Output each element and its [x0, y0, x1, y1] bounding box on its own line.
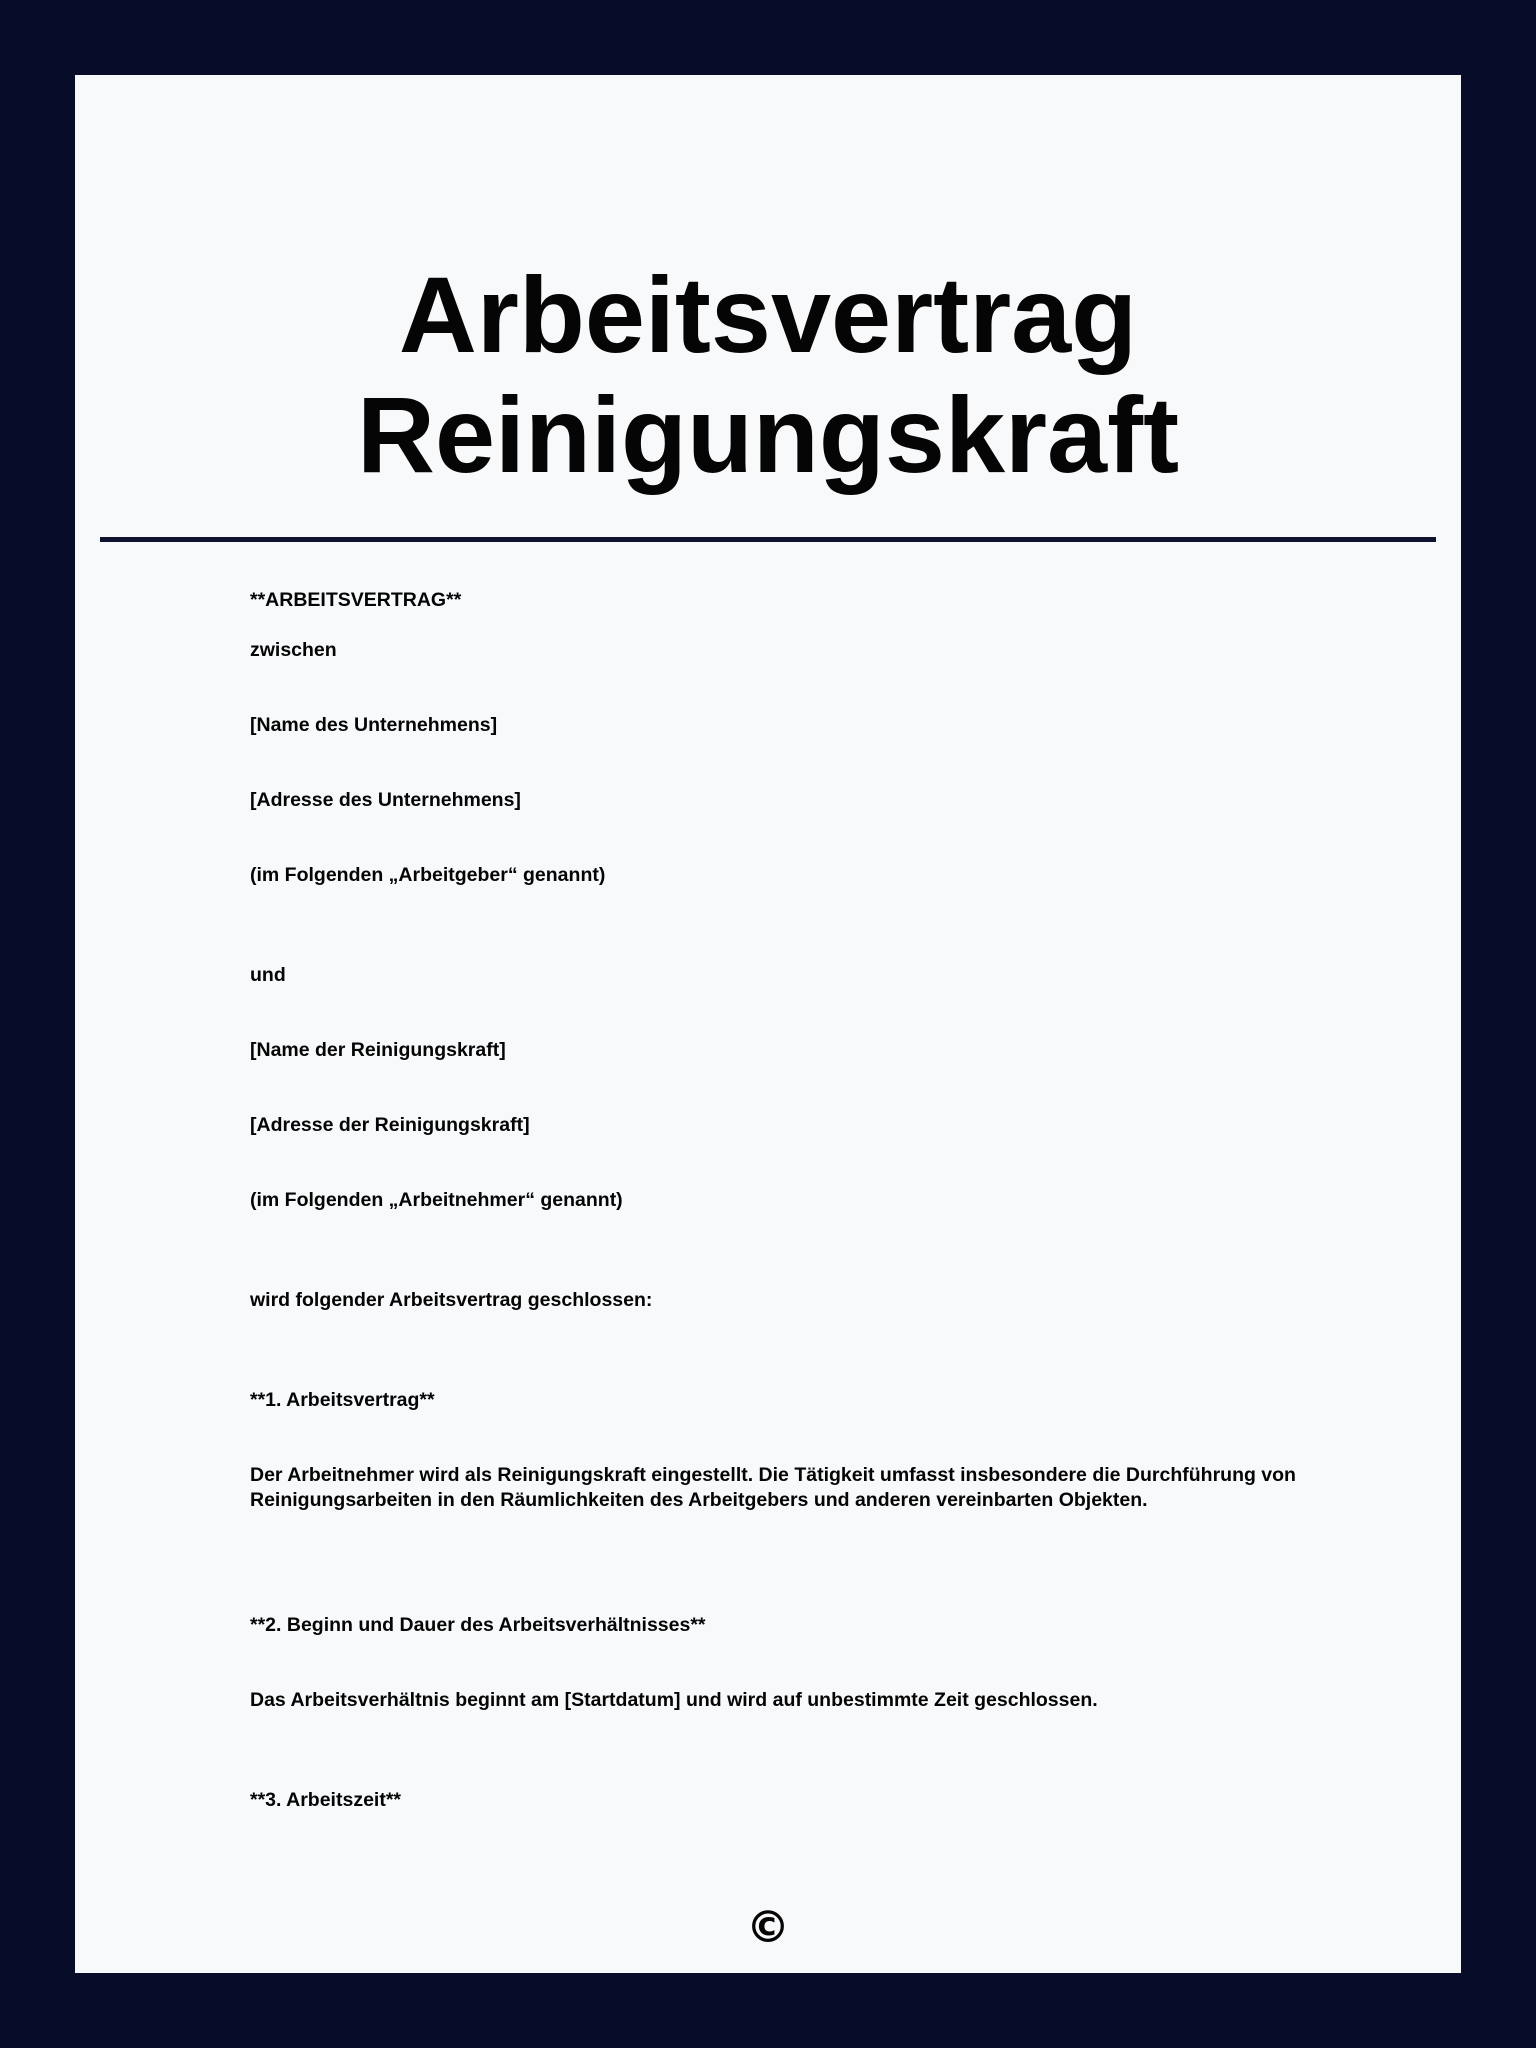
employer-definition: (im Folgenden „Arbeitgeber“ genannt) — [250, 864, 606, 886]
title-divider — [100, 537, 1436, 542]
employee-definition: (im Folgenden „Arbeitnehmer“ genannt) — [250, 1189, 623, 1211]
document-page — [75, 75, 1461, 1973]
paragraph-between: zwischen — [250, 639, 337, 661]
paragraph-and: und — [250, 964, 286, 986]
section-2-heading: **2. Beginn und Dauer des Arbeitsverhältnisses** — [250, 1614, 706, 1636]
title-line-1: Arbeitsvertrag — [398, 254, 1138, 375]
title-line-2: Reinigungskraft — [356, 374, 1180, 495]
section-1-heading: **1. Arbeitsvertrag** — [250, 1389, 435, 1411]
company-address-placeholder: [Adresse des Unternehmens] — [250, 789, 521, 811]
copyright-icon: © — [746, 1902, 790, 1953]
employee-address-placeholder: [Adresse der Reinigungskraft] — [250, 1114, 530, 1136]
contract-concluded-statement: wird folgender Arbeitsvertrag geschlossen: — [250, 1289, 653, 1311]
contract-heading: **ARBEITSVERTRAG** — [250, 589, 462, 611]
section-3-heading: **3. Arbeitszeit** — [250, 1789, 402, 1811]
employee-name-placeholder: [Name der Reinigungskraft] — [250, 1039, 506, 1061]
document-title — [75, 255, 1461, 495]
section-2-text: Das Arbeitsverhältnis beginnt am [Startdatum] und wird auf unbestimmte Zeit geschlossen. — [250, 1689, 1098, 1711]
company-name-placeholder: [Name des Unternehmens] — [250, 714, 498, 736]
section-1-text: Der Arbeitnehmer wird als Reinigungskraft eingestellt. Die Tätigkeit umfasst insbesondere die Durchführung von Reinigungsarbeiten in den Räumlichkeiten des Arbeitgebers und anderen vereinbarten Objekten. — [250, 1464, 1296, 1511]
